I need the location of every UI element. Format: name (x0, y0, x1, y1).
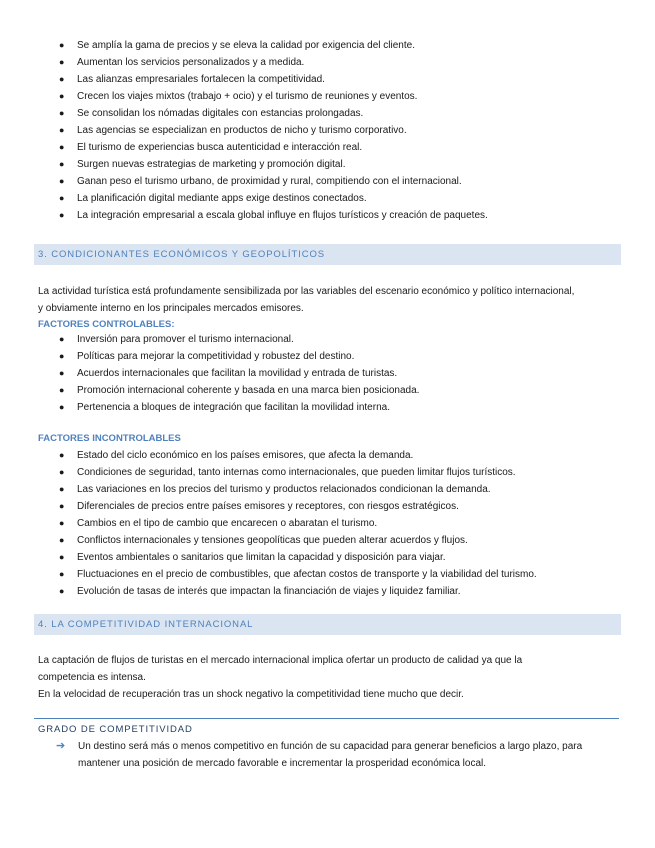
top-list-item (38, 207, 628, 224)
list-item-text: Promoción internacional coherente y basada en una marca bien posicionada. (77, 385, 420, 396)
incontrolable-factor-item (38, 498, 628, 515)
top-list-item (38, 37, 628, 54)
list-item-text: Fluctuaciones en el precio de combustibles, que afectan costos de transporte y la viabilidad del turismo. (77, 569, 537, 580)
incontrolable-factor-item (38, 532, 628, 549)
controlable-factor-item (38, 399, 628, 416)
section-4-para-2: En la velocidad de recuperación tras un shock negativo la competitividad tiene mucho que decir. (38, 689, 464, 700)
incontrolable-factor-item (38, 464, 628, 481)
top-list-item (38, 122, 628, 139)
list-item-text: Las variaciones en los precios del turismo y productos relacionados condicionan la demanda. (77, 484, 491, 495)
bullet-dot-icon: ● (59, 368, 65, 378)
para-1-line-2: competencia es intensa. (38, 672, 146, 683)
list-item-text: Pertenencia a bloques de integración que facilitan la movilidad interna. (77, 402, 390, 413)
bullet-dot-icon: ● (59, 569, 65, 579)
bullet-dot-icon: ● (59, 402, 65, 412)
bullet-dot-icon: ● (59, 142, 65, 152)
controlable-factor-item (38, 331, 628, 348)
factores-incontrolables-title: FACTORES INCONTROLABLES (38, 433, 181, 444)
list-item-text: Conflictos internacionales y tensiones geopolíticas que pueden alterar acuerdos y flujos. (77, 535, 468, 546)
controlable-factor-item (38, 382, 628, 399)
list-item-text: Evolución de tasas de interés que impactan la financiación de viajes y liquidez familiar. (77, 586, 461, 597)
bullet-dot-icon: ● (59, 108, 65, 118)
list-item-text: Diferenciales de precios entre países emisores y receptores, con riesgos estratégicos. (77, 501, 459, 512)
list-item-text: Inversión para promover el turismo internacional. (77, 334, 294, 345)
list-item-text: Se consolidan los nómadas digitales con estancias prolongadas. (77, 108, 364, 119)
bullet-dot-icon: ● (59, 351, 65, 361)
top-list-item (38, 190, 628, 207)
incontrolable-factor-item (38, 481, 628, 498)
section-3-intro (38, 283, 623, 317)
list-item-text: Estado del ciclo económico en los países emisores, que afecta la demanda. (77, 450, 414, 461)
list-item-text: Políticas para mejorar la competitividad y robustez del destino. (77, 351, 355, 362)
bullet-dot-icon: ● (59, 193, 65, 203)
bullet-dot-icon: ● (59, 484, 65, 494)
incontrolable-factor-item (38, 583, 628, 600)
grado-arrow-item (56, 738, 626, 772)
top-bullet-list (38, 37, 628, 224)
incontrolable-factor-item (38, 566, 628, 583)
list-item-text: Las alianzas empresariales fortalecen la competitividad. (77, 74, 325, 85)
bullet-dot-icon: ● (59, 552, 65, 562)
bullet-dot-icon: ● (59, 450, 65, 460)
top-list-item (38, 139, 628, 156)
list-item-text: El turismo de experiencias busca autenticidad e interacción real. (77, 142, 363, 153)
top-list-item (38, 88, 628, 105)
list-item-text: La integración empresarial a escala global influye en flujos turísticos y creación de paquetes. (77, 210, 488, 221)
list-item-text: La planificación digital mediante apps exige destinos conectados. (77, 193, 367, 204)
bullet-dot-icon: ● (59, 385, 65, 395)
bullet-dot-icon: ● (59, 176, 65, 186)
list-item-text: Surgen nuevas estrategias de marketing y promoción digital. (77, 159, 346, 170)
list-item-text: Crecen los viajes mixtos (trabajo + ocio) y el turismo de reuniones y eventos. (77, 91, 418, 102)
list-item-text: Eventos ambientales o sanitarios que limitan la capacidad y disposición para viajar. (77, 552, 446, 563)
list-item-text: Condiciones de seguridad, tanto internas como internacionales, que pueden limitar flujos turísticos. (77, 467, 516, 478)
bullet-dot-icon: ● (59, 125, 65, 135)
top-list-item (38, 173, 628, 190)
controlable-factor-item (38, 365, 628, 382)
incontrolable-factor-item (38, 515, 628, 532)
bullet-dot-icon: ● (59, 91, 65, 101)
top-list-item (38, 71, 628, 88)
list-item-text: Acuerdos internacionales que facilitan la movilidad y entrada de turistas. (77, 368, 398, 379)
incontrolable-factor-item (38, 549, 628, 566)
arrow-right-icon: ➔ (56, 740, 66, 752)
bullet-dot-icon: ● (59, 467, 65, 477)
section-4-heading: 4. LA COMPETITIVIDAD INTERNACIONAL (34, 614, 621, 635)
bullet-dot-icon: ● (59, 334, 65, 344)
list-item-text: Ganan peso el turismo urbano, de proximidad y rural, compitiendo con el internacional. (77, 176, 462, 187)
incontrolable-factor-item (38, 447, 628, 464)
controlables-list (38, 331, 628, 416)
grado-competitividad-title: GRADO DE COMPETITIVIDAD (38, 724, 193, 735)
list-item-text: Se amplía la gama de precios y se eleva la calidad por exigencia del cliente. (77, 40, 415, 51)
top-list-item (38, 156, 628, 173)
controlable-factor-item (38, 348, 628, 365)
list-item-text: Las agencias se especializan en productos de nicho y turismo corporativo. (77, 125, 407, 136)
bullet-dot-icon: ● (59, 535, 65, 545)
para-1-line-1: La captación de flujos de turistas en el mercado internacional implica ofertar un producto de calidad ya que la (38, 655, 523, 666)
bullet-dot-icon: ● (59, 586, 65, 596)
section-3-heading: 3. CONDICIONANTES ECONÓMICOS Y GEOPOLÍTICOS (34, 244, 621, 265)
grado-divider (34, 718, 619, 719)
grado-line-1: Un destino será más o menos competitivo en función de su capacidad para generar beneficios a largo plazo, para (78, 741, 583, 752)
bullet-dot-icon: ● (59, 210, 65, 220)
section-4-para-1 (38, 652, 623, 686)
bullet-dot-icon: ● (59, 501, 65, 511)
bullet-dot-icon: ● (59, 40, 65, 50)
list-item-text: Aumentan los servicios personalizados y a medida. (77, 57, 305, 68)
factores-controlables-title: FACTORES CONTROLABLES: (38, 319, 175, 330)
list-item-text: Cambios en el tipo de cambio que encarecen o abaratan el turismo. (77, 518, 378, 529)
intro-line-2: y obviamente interno en los principales mercados emisores. (38, 303, 304, 314)
bullet-dot-icon: ● (59, 518, 65, 528)
top-list-item (38, 54, 628, 71)
bullet-dot-icon: ● (59, 74, 65, 84)
bullet-dot-icon: ● (59, 159, 65, 169)
intro-line-1: La actividad turística está profundamente sensibilizada por las variables del escenario económico y político internacional, (38, 286, 575, 297)
top-list-item (38, 105, 628, 122)
bullet-dot-icon: ● (59, 57, 65, 67)
grado-line-2: mantener una posición de mercado favorable e incrementar la prosperidad económica local. (78, 758, 487, 769)
incontrolables-list (38, 447, 628, 600)
